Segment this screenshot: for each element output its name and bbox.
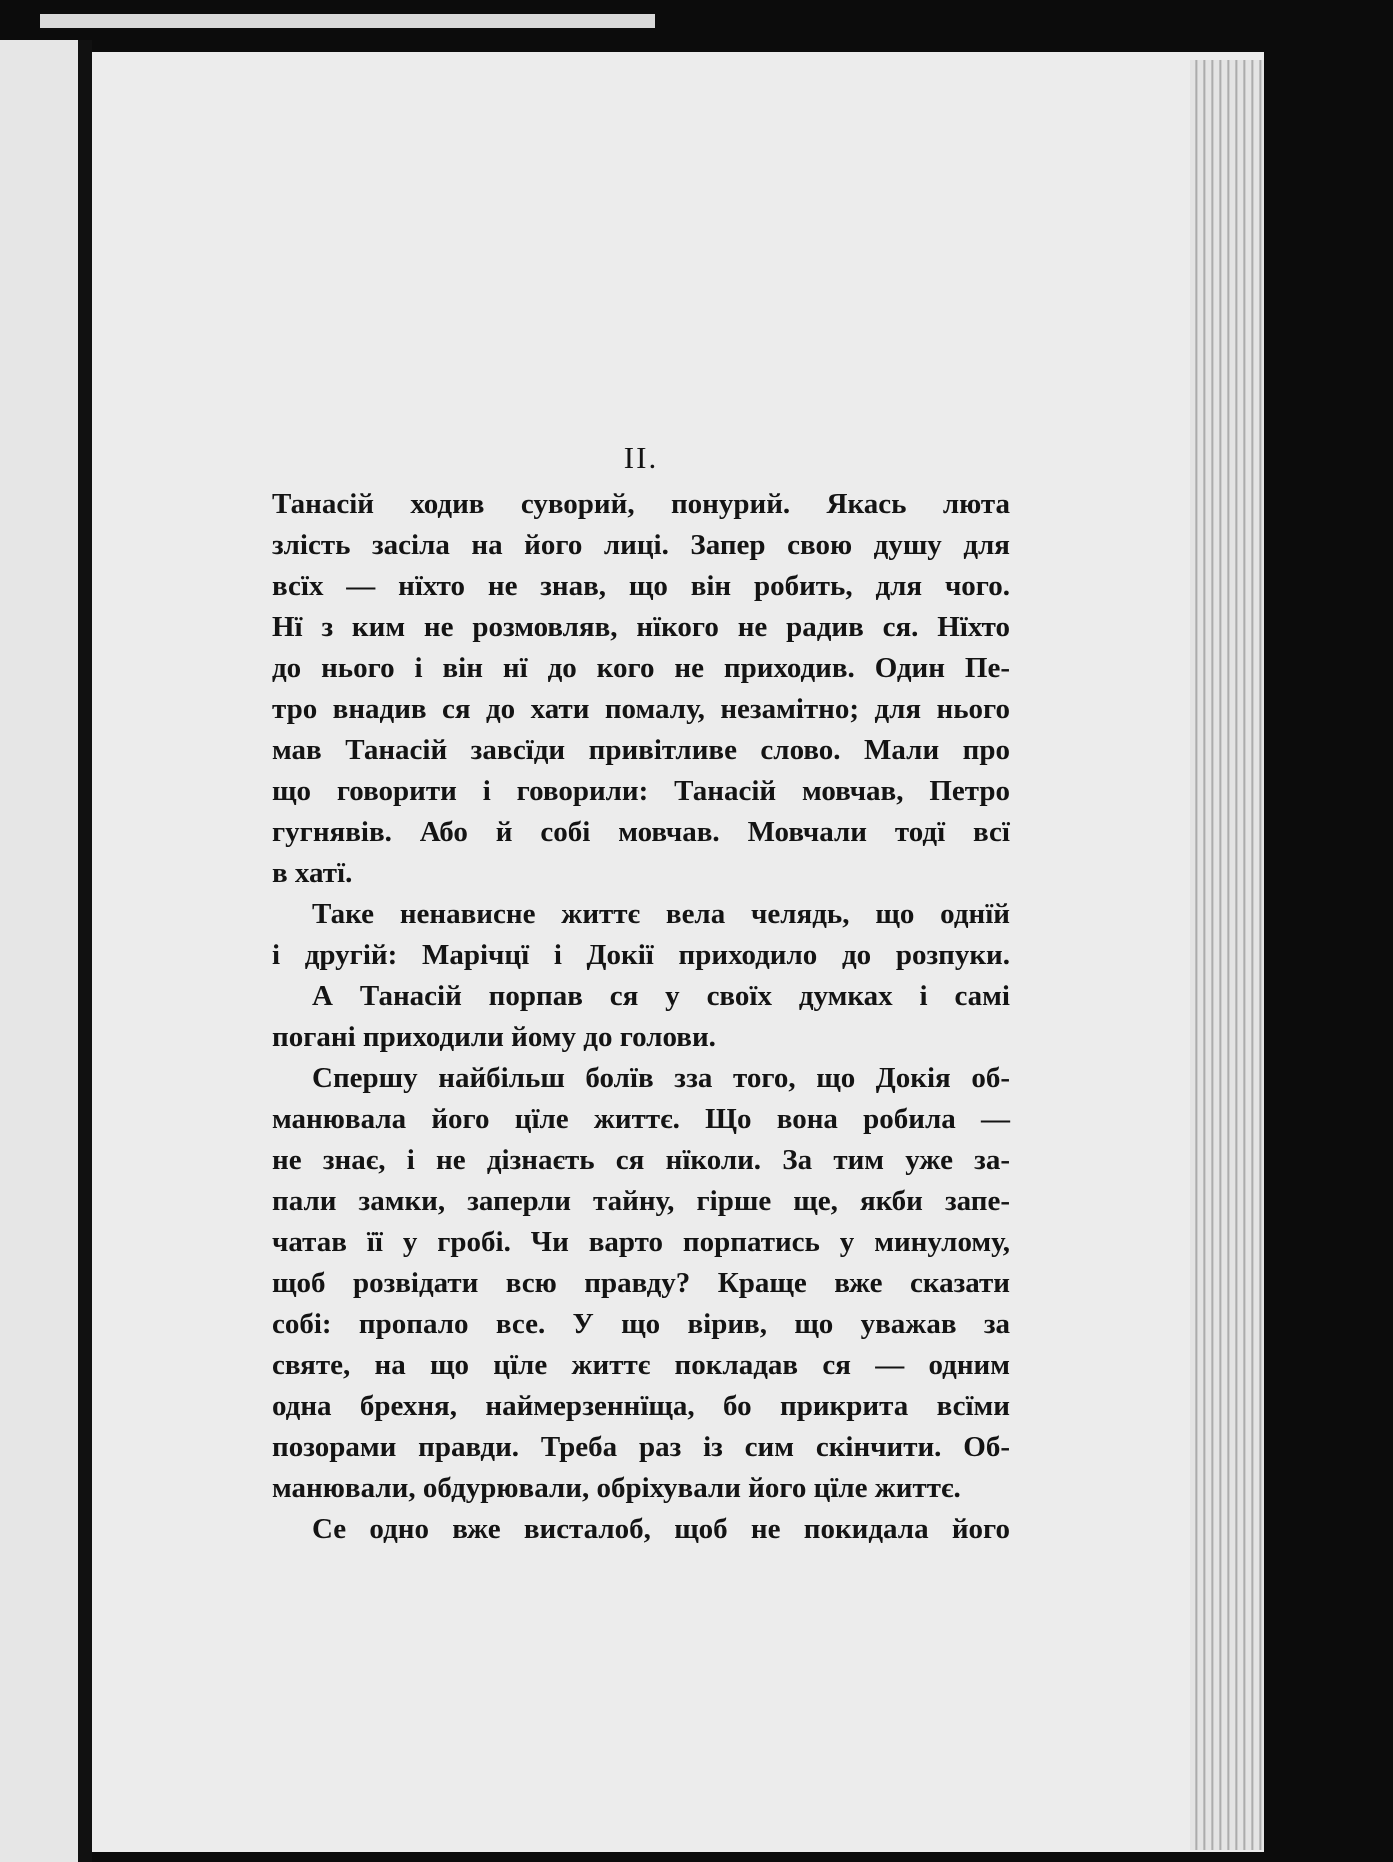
paragraph-3 xyxy=(272,976,1010,1058)
book-gutter xyxy=(78,40,92,1862)
text-line: в хатї. xyxy=(272,857,353,889)
text-line: Таке ненависне життє вела челядь, що однїй xyxy=(312,898,1010,930)
text-line: тро внадив ся до хати помалу, незамітно; для нього xyxy=(272,693,1010,725)
text-line: до нього і він нї до кого не приходив. Один Пе- xyxy=(272,652,1010,684)
left-page-edge xyxy=(0,40,80,1862)
text-line: собі: пропало все. У що вірив, що уважав за xyxy=(272,1308,1010,1340)
text-line: гугнявів. Або й собі мовчав. Мовчали тодї всї xyxy=(272,816,1010,848)
text-line: святе, на що цїле життє покладав ся — одним xyxy=(272,1349,1010,1381)
text-line: щоб розвідати всю правду? Краще вже сказати xyxy=(272,1267,1010,1299)
page-text xyxy=(272,440,1010,1550)
text-line: злість засіла на його лиці. Запер свою душу для xyxy=(272,529,1010,561)
chapter-heading: II. xyxy=(623,440,659,475)
paragraph-2 xyxy=(272,894,1010,976)
paragraph-1 xyxy=(272,484,1010,894)
text-line: мав Танасій завсїди привітливе слово. Мали про xyxy=(272,734,1010,766)
text-line: що говорити і говорили: Танасій мовчав, Петро xyxy=(272,775,1010,807)
text-line: пали замки, заперли тайну, гірше ще, якби запе- xyxy=(272,1185,1010,1217)
text-line: і другій: Марічцї і Докії приходило до розпуки. xyxy=(272,939,1010,971)
text-line: Танасій ходив суворий, понурий. Якась люта xyxy=(272,488,1010,520)
text-line: всїх — нїхто не знав, що він робить, для чого. xyxy=(272,570,1010,602)
text-line: Се одно вже висталоб, щоб не покидала його xyxy=(312,1513,1010,1545)
paragraph-4 xyxy=(272,1058,1010,1509)
text-line: Спершу найбільш болїв зза того, що Докія об- xyxy=(312,1062,1010,1094)
text-line: манювала його цїле життє. Що вона робила — xyxy=(272,1103,1010,1135)
text-line: не знає, і не дізнаєть ся нїколи. За тим уже за- xyxy=(272,1144,1010,1176)
text-line: одна брехня, наймерзеннїща, бо прикрита всїми xyxy=(272,1390,1010,1422)
page-stack-edge xyxy=(1190,60,1264,1850)
text-line: чатав її у гробі. Чи варто порпатись у минулому, xyxy=(272,1226,1010,1258)
text-line: А Танасій порпав ся у своїх думках і самі xyxy=(312,980,1010,1012)
text-line: Нї з ким не розмовляв, нїкого не радив ся. Нїхто xyxy=(272,611,1010,643)
scan-top-strip xyxy=(40,14,655,28)
paragraph-5 xyxy=(272,1509,1010,1550)
text-line: позорами правди. Треба раз із сим скінчити. Об- xyxy=(272,1431,1010,1463)
text-line: погані приходили йому до голови. xyxy=(272,1021,716,1053)
text-line: манювали, обдурювали, обріхували його цїле життє. xyxy=(272,1472,961,1504)
